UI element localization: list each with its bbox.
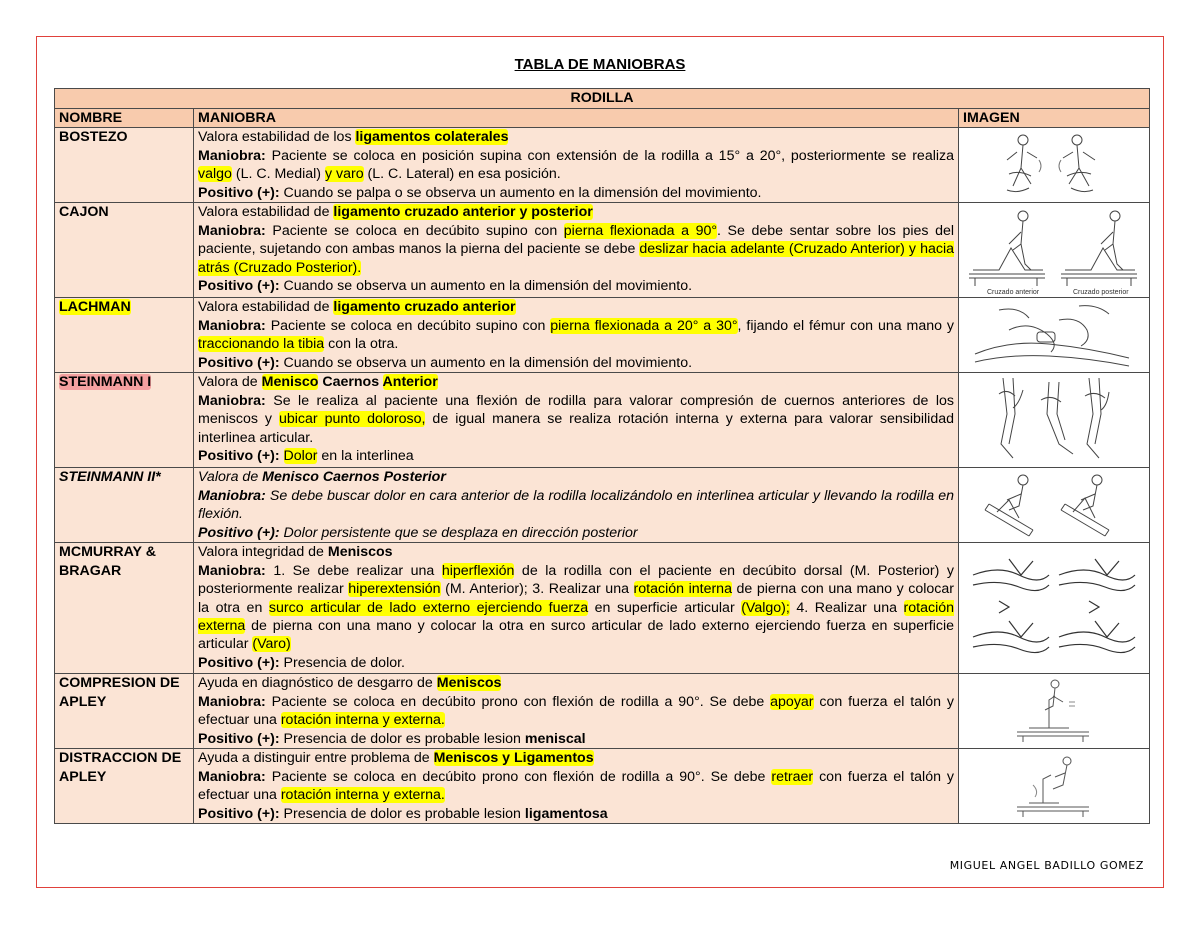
maneuvers-table xyxy=(54,88,1150,824)
description-text: Positivo (+): xyxy=(198,448,280,465)
maneuver-description xyxy=(194,203,959,298)
highlighted-text: ligamento cruzado anterior xyxy=(333,299,516,316)
description-text: 1. Se debe realizar una xyxy=(265,562,442,579)
maneuver-image xyxy=(959,543,1150,674)
description-text: Maniobra: xyxy=(198,487,266,504)
description-text: Dolor persistente que se desplaza en dirección posterior xyxy=(279,524,638,541)
description-text: Paciente se coloca en decúbito prono con flexión de rodilla a 90°. Se debe xyxy=(265,768,772,785)
highlighted-text: rotación externa xyxy=(198,599,955,635)
maneuver-image xyxy=(959,298,1150,373)
maneuver-name xyxy=(55,543,194,674)
table-row xyxy=(55,749,1150,824)
highlighted-text: pierna flexionada a 20° a 30° xyxy=(550,317,738,334)
highlighted-text: ubicar punto doloroso, xyxy=(278,411,426,428)
apley-distraction-illustration-icon xyxy=(1009,751,1099,821)
description-text: meniscal xyxy=(524,730,586,747)
description-text: Presencia de dolor. xyxy=(279,654,405,671)
description-text: Valora integridad de xyxy=(198,544,328,561)
description-text: Maniobra: xyxy=(198,392,266,409)
highlighted-text: traccionando la tibia xyxy=(198,336,325,353)
description-text: Positivo (+): xyxy=(198,354,280,371)
description-text: Presencia de dolor es probable lesion xyxy=(279,730,525,747)
description-text: Paciente se coloca en decúbito supino con xyxy=(265,317,551,334)
header-row xyxy=(55,109,1150,128)
highlighted-text: rotación interna xyxy=(633,581,732,598)
description-text: con la otra. xyxy=(324,336,399,353)
description-text: Cuando se observa un aumento en la dimensión del movimiento. xyxy=(279,278,693,295)
description-text: Maniobra: xyxy=(198,317,266,334)
highlighted-text: surco articular de lado externo ejerciendo fuerza xyxy=(268,599,589,616)
description-text: Maniobra: xyxy=(198,768,266,785)
highlighted-text: hiperextensión xyxy=(348,581,441,598)
table-row xyxy=(55,674,1150,749)
maneuver-description xyxy=(194,298,959,373)
header-maneuver: MANIOBRA xyxy=(194,109,959,128)
description-text: Ayuda a distinguir entre problema de xyxy=(198,750,434,767)
description-text: Paciente se coloca en decúbito supino con xyxy=(265,222,564,239)
description-text: Paciente se coloca en posición supina con extensión de la rodilla a 15° a 20°, posteriormente se realiza xyxy=(265,147,954,164)
description-text: Caernos xyxy=(318,374,383,391)
section-title: RODILLA xyxy=(55,89,1150,109)
description-text: , fijando el fémur con una mano y xyxy=(737,317,954,334)
description-text: Maniobra: xyxy=(198,562,266,579)
knee-valgus-varus-illustration-icon xyxy=(999,130,1109,200)
description-text: Presencia de dolor es probable lesion xyxy=(279,805,525,822)
description-text: Meniscos xyxy=(327,544,393,561)
maneuver-name xyxy=(55,298,194,373)
apley-compression-illustration-icon xyxy=(1009,676,1099,746)
image-caption: Cruzado posterior xyxy=(1073,289,1129,297)
description-text: Paciente se coloca en decúbito prono con flexión de rodilla a 90°. Se debe xyxy=(265,693,771,710)
highlighted-text: Menisco xyxy=(261,374,319,391)
highlighted-text: rotación interna y externa. xyxy=(280,712,445,729)
description-text: Valora de xyxy=(198,374,262,391)
description-text: en superficie articular xyxy=(588,599,742,616)
maneuver-name-text: LACHMAN xyxy=(59,299,131,316)
author-signature: MIGUEL ANGEL BADILLO GOMEZ xyxy=(949,859,1144,872)
maneuver-name xyxy=(55,468,194,543)
description-text: Valora estabilidad de xyxy=(198,299,334,316)
highlighted-text: ligamentos colaterales xyxy=(355,129,509,146)
description-text: (M. Anterior); 3. Realizar una xyxy=(440,581,634,598)
description-text: Positivo (+): xyxy=(198,184,280,201)
drawer-test-illustration-icon xyxy=(965,204,1143,296)
maneuver-name-text: STEINMANN I xyxy=(59,374,152,391)
description-text: de pierna con una mano y colocar la otra en surco articular de lado externo ejerciendo fuerza en superficie articular xyxy=(198,618,954,653)
description-text: Maniobra: xyxy=(198,222,266,239)
maneuver-image xyxy=(959,203,1150,298)
highlighted-text: rotación interna y externa. xyxy=(280,787,445,804)
table-row xyxy=(55,128,1150,203)
description-text: Positivo (+): xyxy=(198,730,280,747)
highlighted-text: Anterior xyxy=(382,374,438,391)
highlighted-text: retraer xyxy=(771,768,814,785)
description-text: Maniobra: xyxy=(198,147,266,164)
maneuver-name-text: DISTRACCION DE APLEY xyxy=(59,750,182,785)
description-text: Cuando se observa un aumento en la dimensión del movimiento. xyxy=(279,354,693,371)
maneuver-name xyxy=(55,749,194,824)
maneuver-name-text: CAJON xyxy=(59,204,109,221)
description-text: con fuerza el talón y efectuar una xyxy=(198,768,955,804)
table-row xyxy=(55,468,1150,543)
highlighted-text: y varo xyxy=(324,166,364,183)
description-text: Positivo (+): xyxy=(198,278,280,295)
steinmann-i-illustration-icon xyxy=(989,374,1119,466)
description-text: de igual manera se realiza rotación interna y externa para valorar sensibilidad interlinea articular. xyxy=(198,411,954,446)
highlighted-text: pierna flexionada a 90° xyxy=(563,222,718,239)
description-text: Se debe buscar dolor en cara anterior de la rodilla localizándolo en interlinea articular y llevando la rodilla en flexión. xyxy=(198,487,954,523)
maneuver-description xyxy=(194,468,959,543)
table-row xyxy=(55,543,1150,674)
maneuver-image xyxy=(959,128,1150,203)
mcmurray-test-illustration-icon xyxy=(969,545,1139,671)
maneuver-name-text: COMPRESION DE APLEY xyxy=(59,675,180,710)
maneuver-name-text: STEINMANN II* xyxy=(59,469,161,486)
maneuver-name xyxy=(55,674,194,749)
description-text: Maniobra: xyxy=(198,693,266,710)
table-row xyxy=(55,203,1150,298)
description-text: . Se debe sentar sobre los pies del paciente, sujetando con ambas manos la pierna del paciente se debe xyxy=(198,222,955,258)
maneuver-image xyxy=(959,468,1150,543)
highlighted-text: ligamento cruzado anterior y posterior xyxy=(333,204,593,221)
maneuver-name-text: MCMURRAY & BRAGAR xyxy=(59,544,156,579)
highlighted-text: Dolor xyxy=(283,448,318,465)
description-text: con fuerza el talón y efectuar una xyxy=(198,693,954,729)
maneuver-description xyxy=(194,749,959,824)
lachman-test-illustration-icon xyxy=(969,300,1139,370)
description-text: en la interlinea xyxy=(317,448,414,465)
description-text: Positivo (+): xyxy=(198,805,280,822)
maneuver-name xyxy=(55,373,194,468)
maneuver-name xyxy=(55,203,194,298)
highlighted-text: (Valgo); xyxy=(741,599,790,616)
description-text: Se le realiza al paciente una flexión de rodilla para valorar compresión de cuernos anteriores de los meniscos y xyxy=(198,392,954,428)
highlighted-text: hiperflexión xyxy=(441,562,515,579)
image-caption: Cruzado anterior xyxy=(987,289,1040,297)
maneuver-name xyxy=(55,128,194,203)
highlighted-text: Meniscos y Ligamentos xyxy=(433,750,594,767)
table-row xyxy=(55,298,1150,373)
maneuver-description xyxy=(194,128,959,203)
description-text: de la rodilla con el paciente en decúbito dorsal (M. Posterior) y posteriormente realizar xyxy=(198,562,954,598)
maneuver-image xyxy=(959,749,1150,824)
description-text: 4. Realizar una xyxy=(789,599,904,616)
section-row xyxy=(55,89,1150,109)
steinmann-ii-illustration-icon xyxy=(979,470,1129,540)
maneuver-description xyxy=(194,543,959,674)
description-text: Cuando se palpa o se observa un aumento en la dimensión del movimiento. xyxy=(279,184,762,201)
maneuver-name-text: BOSTEZO xyxy=(59,129,128,146)
description-text: Valora de xyxy=(198,469,263,486)
description-text: Valora estabilidad de los xyxy=(198,129,356,146)
highlighted-text: (Varo) xyxy=(252,636,291,653)
description-text: de pierna con una mano y colocar la otra en xyxy=(198,581,954,616)
maneuver-image xyxy=(959,674,1150,749)
description-text: Positivo (+): xyxy=(198,654,280,671)
highlighted-text: valgo xyxy=(198,166,232,183)
highlighted-text: Meniscos xyxy=(436,675,502,692)
header-name: NOMBRE xyxy=(55,109,194,128)
description-text: (L. C. Lateral) en esa posición. xyxy=(363,166,561,183)
document-title: TABLA DE MANIOBRAS xyxy=(514,56,686,73)
maneuver-description xyxy=(194,373,959,468)
highlighted-text: apoyar xyxy=(770,693,814,710)
description-text: (L. C. Medial) xyxy=(231,166,325,183)
description-text: Menisco Caernos Posterior xyxy=(262,469,446,486)
maneuver-image xyxy=(959,373,1150,468)
description-text: Positivo (+): xyxy=(198,524,280,541)
table-row xyxy=(55,373,1150,468)
highlighted-text: deslizar hacia adelante (Cruzado Anterior) y hacia atrás (Cruzado Posterior). xyxy=(198,241,954,276)
description-text: Valora estabilidad de xyxy=(198,204,334,221)
description-text: Ayuda en diagnóstico de desgarro de xyxy=(198,675,437,692)
description-text: ligamentosa xyxy=(524,805,608,822)
maneuver-description xyxy=(194,674,959,749)
header-image: IMAGEN xyxy=(959,109,1150,128)
description-text xyxy=(280,448,284,464)
